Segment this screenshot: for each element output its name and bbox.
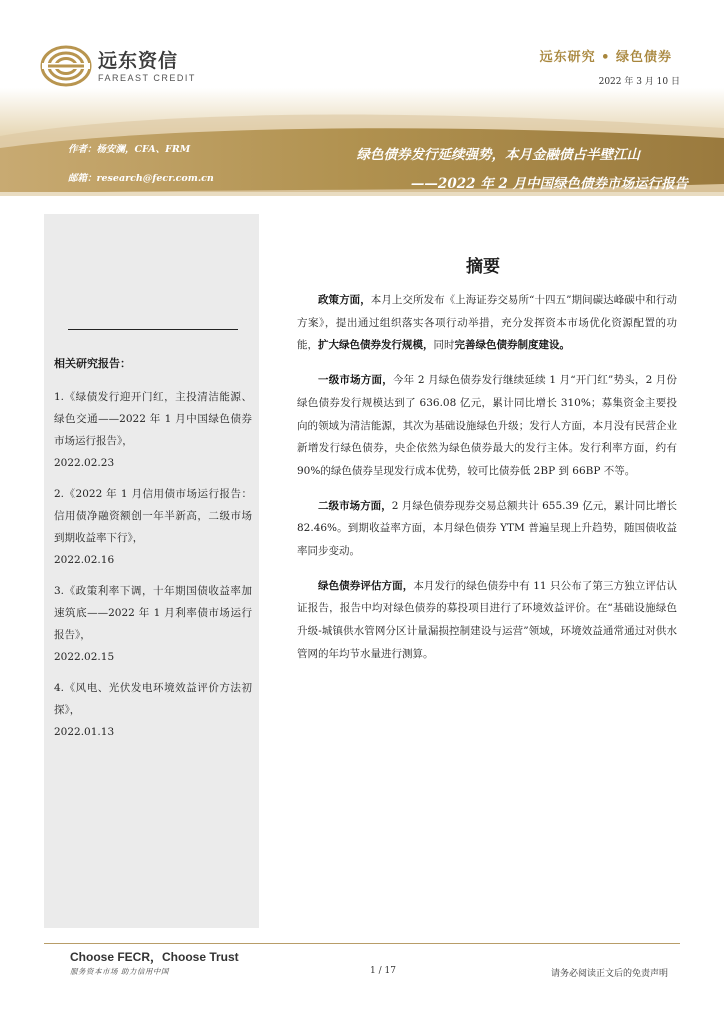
policy-text: 本月上交所发布《上海证券交易所“十四五”期间碳达峰碳中和行动方案》，提出通过组织落实各项行动举措，充分发挥资本市场优化资源配置的功能， (297, 294, 677, 352)
policy-emphasis-2: 完善绿色债券制度建设。 (454, 339, 570, 352)
related-report-title: 4.《风电、光伏发电环境效益评价方法初探》， (54, 682, 252, 716)
summary-body (297, 289, 677, 678)
related-reports-list (54, 386, 252, 752)
report-headline: 绿色债券发行延续强势，本月金融债占半壁江山 (356, 147, 640, 163)
report-date: 2022 年 3 月 10 日 (598, 77, 680, 87)
footer-slogan: Choose FECR，Choose Trust (70, 950, 239, 964)
disclaimer-note: 请务必阅读正文后的免责声明 (550, 969, 668, 979)
research-category-tag: 远东研究 • 绿色债券 (539, 50, 672, 65)
secondary-market-lead: 二级市场方面， (318, 499, 392, 512)
fecr-logo (40, 44, 200, 88)
policy-text-2: 同时 (433, 339, 455, 352)
sidebar-divider (68, 329, 238, 330)
policy-emphasis-1: 扩大绿色债券发行规模， (318, 339, 434, 352)
assessment-paragraph (297, 575, 677, 666)
related-report-item[interactable] (54, 386, 252, 474)
logo-english-name: FAREAST CREDIT (98, 73, 196, 83)
logo-chinese-name: 远东资信 (98, 50, 179, 72)
assessment-text: 本月发行的绿色债券中有 11 只公布了第三方独立评估认证报告，报告中均对绿色债券的募投项目进行了环境效益评价。在“基础设施绿色升级-城镇供水管网分区计量漏损控制建设与运营”领域，环境效益通常通过对供水管网的年均节水量进行测算。 (297, 579, 677, 660)
primary-market-lead: 一级市场方面， (318, 374, 393, 387)
author-line: 作者：杨安澜，CFA、FRM (68, 144, 191, 155)
related-report-date: 2022.01.13 (54, 726, 115, 738)
secondary-market-paragraph (297, 495, 677, 563)
email-line[interactable]: 邮箱：research@fecr.com.cn (68, 173, 214, 184)
related-report-title: 3.《政策利率下调，十年期国债收益率加速筑底——2022 年 1 月利率债市场运行报告》， (54, 585, 252, 641)
primary-market-paragraph (297, 369, 677, 483)
related-report-title: 2.《2022 年 1 月信用债市场运行报告：信用债净融资额创一年半新高，二级市场到期收益率下行》， (54, 488, 252, 544)
report-subtitle: ——2022 年 2 月中国绿色债券市场运行报告 (410, 176, 688, 192)
footer-divider (44, 943, 680, 944)
related-report-item[interactable] (54, 483, 252, 571)
policy-lead: 政策方面， (318, 294, 371, 306)
related-report-date: 2022.02.16 (54, 554, 115, 566)
assessment-lead: 绿色债券评估方面， (318, 579, 414, 592)
secondary-market-text: 2 月绿色债券现券交易总额共计 655.39 亿元，累计同比增长 82.46%。到期收益率方面，本月绿色债券 YTM 普遍呈现上升趋势，随国债收益率同步变动。 (297, 499, 678, 558)
related-report-title: 1.《绿债发行迎开门红，主投清洁能源、绿色交通——2022 年 1 月中国绿色债券市场运行报告》， (54, 391, 252, 447)
footer-subtitle: 服务资本市场 助力信用中国 (70, 967, 169, 976)
policy-paragraph (297, 289, 677, 357)
related-report-item[interactable] (54, 580, 252, 668)
related-reports-heading: 相关研究报告： (54, 357, 131, 370)
related-report-date: 2022.02.15 (54, 651, 115, 663)
summary-heading: 摘要 (466, 257, 500, 277)
related-report-date: 2022.02.23 (54, 457, 115, 469)
primary-market-text: 今年 2 月绿色债券发行继续延续 1 月“开门红”势头，2 月份绿色债券发行规模达到了 636.08 亿元，累计同比增长 310%；募集资金主要投向的领域为清洁能源，其次为基础设施绿色升级；发行人方面，本月没有民营企业新增发行绿色债券，央企依然为绿色债券最大的发行主体。发行利率方面，约有 90%的绿色债券呈现发行成本优势，较可比债券低 2BP 到 66BP 不等。 (297, 374, 677, 477)
fecr-logo-mark-icon (40, 44, 92, 88)
related-reports-sidebar (44, 214, 259, 928)
page-number: 1 / 17 (370, 966, 396, 976)
related-report-item[interactable] (54, 677, 252, 743)
